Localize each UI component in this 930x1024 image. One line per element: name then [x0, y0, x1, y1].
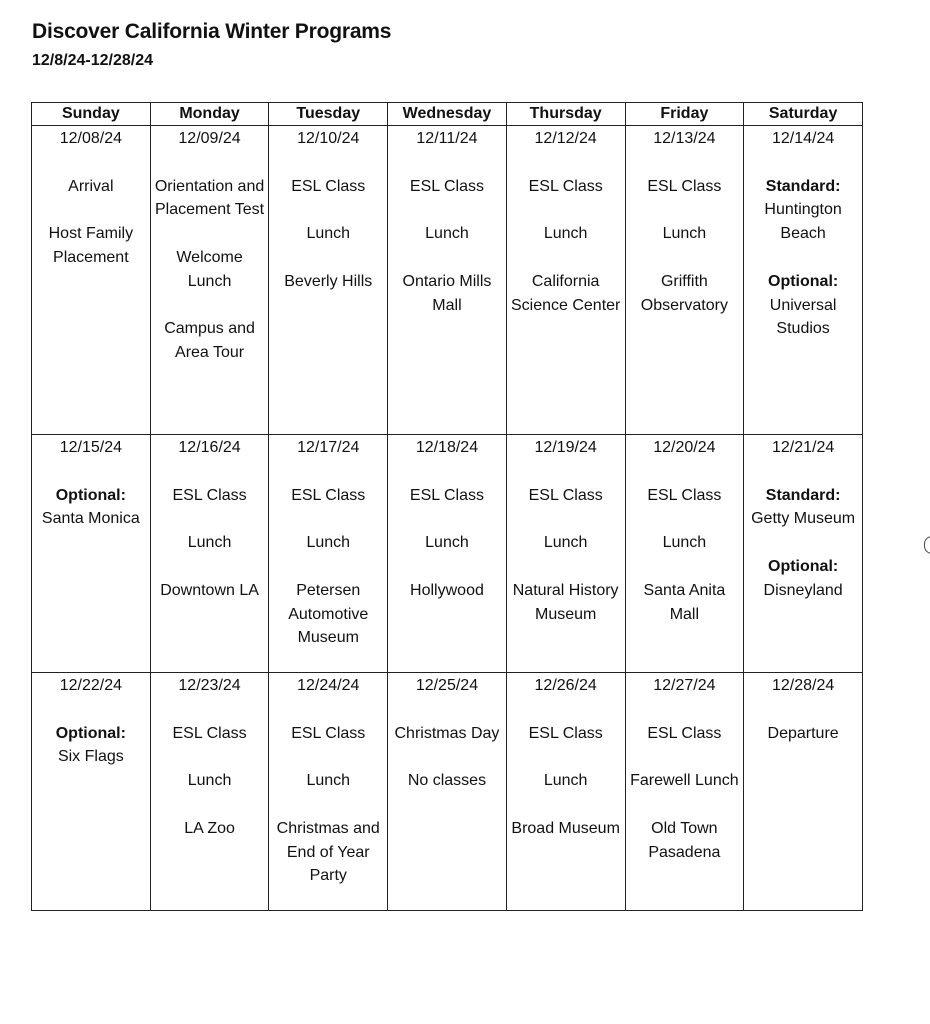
day-cell: [269, 673, 388, 911]
entry-text: ESL Class: [409, 177, 485, 195]
day-date: 12/12/24: [534, 130, 597, 147]
day-date: 12/28/24: [771, 677, 835, 694]
day-date: 12/25/24: [415, 677, 479, 694]
entry-text: ESL Class: [528, 177, 603, 195]
entry-text: ESL Class: [291, 177, 366, 195]
schedule-entry: [629, 270, 741, 318]
schedule-entry: [391, 769, 503, 793]
entry-text: Lunch: [425, 225, 469, 243]
schedule-entry: [510, 270, 622, 318]
entry-label: Standard:: [765, 177, 841, 195]
schedule-entry: [391, 270, 503, 318]
schedule-entry: [154, 722, 266, 746]
entry-text: ESL Class: [647, 486, 722, 504]
schedule-entry: [510, 222, 622, 246]
entry-label: Optional:: [768, 557, 839, 575]
entry-text: Griffith Observatory: [640, 272, 728, 314]
schedule-entry: [747, 555, 859, 603]
entry-text: Santa Monica: [41, 510, 140, 528]
entry-text: Farewell Lunch: [630, 772, 739, 790]
schedule-entry: [272, 270, 384, 294]
day-cell: [506, 126, 625, 435]
entry-text: Lunch: [187, 772, 232, 790]
schedule-entry: [391, 484, 503, 508]
schedule-entry: [510, 484, 622, 508]
entry-text: Lunch: [187, 534, 232, 552]
schedule-entry: [629, 484, 741, 508]
schedule-entry: [391, 722, 503, 746]
entry-label: Optional:: [768, 272, 839, 290]
schedule-entry: [35, 175, 147, 199]
schedule-entry: [391, 222, 503, 246]
schedule-entry: [747, 270, 859, 341]
document-title: Discover California Winter Programs: [32, 20, 392, 43]
schedule-entry: [747, 722, 859, 746]
schedule-entry: [510, 817, 622, 841]
entry-label: Optional:: [55, 724, 126, 742]
day-date: 12/22/24: [59, 677, 122, 694]
schedule-entry: [629, 722, 741, 746]
schedule-entry: [629, 175, 741, 199]
day-cell: [388, 435, 507, 673]
entry-text: Broad Museum: [511, 819, 620, 837]
entry-text: Christmas and End of Year Party: [276, 819, 380, 885]
entry-text: ESL Class: [647, 724, 722, 742]
day-date: 12/16/24: [178, 439, 241, 456]
week-row: [32, 673, 863, 911]
schedule-entry: [510, 769, 622, 793]
week-row: [32, 435, 863, 673]
entry-text: Lunch: [306, 772, 351, 790]
schedule-entry: [272, 769, 384, 793]
day-cell: [150, 126, 269, 435]
entry-text: Natural History Museum: [512, 581, 619, 623]
schedule-entry: [510, 175, 622, 199]
entry-text: ESL Class: [172, 486, 247, 504]
day-date: 12/24/24: [297, 677, 360, 694]
entry-text: Campus and Area Tour: [164, 320, 255, 362]
day-cell: [388, 673, 507, 911]
entry-text: No classes: [407, 772, 487, 790]
entry-text: ESL Class: [528, 486, 603, 504]
schedule-entry: [35, 722, 147, 770]
day-date: 12/11/24: [416, 130, 478, 147]
day-cell: [625, 435, 744, 673]
entry-text: Huntington Beach: [764, 201, 842, 243]
entry-text: Lunch: [543, 225, 588, 243]
day-date: 12/19/24: [534, 439, 597, 456]
entry-text: Lunch: [662, 225, 707, 243]
entry-text: Lunch: [425, 534, 469, 552]
page-edge-mark: [924, 536, 930, 554]
schedule-entry: [629, 579, 741, 627]
schedule-entry: [272, 531, 384, 555]
day-header-sunday: Sunday: [32, 103, 151, 126]
day-cell: [150, 673, 269, 911]
schedule-entry: [154, 579, 266, 603]
day-date: 12/10/24: [297, 130, 360, 147]
entry-text: LA Zoo: [184, 819, 235, 837]
schedule-entry: [272, 222, 384, 246]
entry-label: Standard:: [765, 486, 841, 504]
day-cell: [744, 435, 863, 673]
schedule-entry: [629, 531, 741, 555]
day-date: 12/13/24: [653, 130, 716, 147]
day-cell: [32, 673, 151, 911]
day-cell: [744, 126, 863, 435]
schedule-entry: [747, 484, 859, 532]
schedule-entry: [154, 484, 266, 508]
day-cell: [506, 435, 625, 673]
schedule-entry: [35, 222, 147, 270]
entry-text: Lunch: [306, 534, 351, 552]
entry-text: Hollywood: [410, 581, 484, 599]
entry-text: Ontario Mills Mall: [402, 272, 492, 314]
entry-text: ESL Class: [528, 724, 603, 742]
schedule-entry: [154, 246, 266, 294]
schedule-entry: [154, 317, 266, 365]
day-date: 12/09/24: [178, 130, 241, 147]
entry-text: Orientation and Placement Test: [154, 177, 265, 219]
schedule-entry: [154, 531, 266, 555]
day-cell: [269, 435, 388, 673]
schedule-entry: [272, 484, 384, 508]
day-header-thursday: Thursday: [506, 103, 625, 126]
entry-text: Welcome Lunch: [176, 248, 243, 290]
entry-text: ESL Class: [172, 724, 247, 742]
schedule-calendar: [31, 102, 863, 911]
day-date: 12/14/24: [771, 130, 835, 147]
entry-text: California Science Center: [510, 272, 621, 314]
entry-text: Santa Anita Mall: [643, 581, 726, 623]
day-cell: [744, 673, 863, 911]
schedule-entry: [510, 531, 622, 555]
schedule-entry: [391, 531, 503, 555]
schedule-entry: [272, 579, 384, 650]
day-cell: [269, 126, 388, 435]
entry-text: Universal Studios: [769, 296, 837, 338]
schedule-entry: [154, 175, 266, 223]
entry-text: Lunch: [543, 534, 588, 552]
week-row: [32, 126, 863, 435]
entry-text: Six Flags: [57, 748, 124, 766]
day-date: 12/27/24: [653, 677, 716, 694]
schedule-entry: [510, 722, 622, 746]
entry-text: Getty Museum: [751, 510, 856, 528]
schedule-entry: [154, 817, 266, 841]
day-date: 12/23/24: [178, 677, 241, 694]
schedule-entry: [629, 222, 741, 246]
day-date: 12/08/24: [59, 130, 122, 147]
schedule-entry: [272, 175, 384, 199]
schedule-entry: [391, 175, 503, 199]
schedule-entry: [629, 769, 741, 793]
entry-text: ESL Class: [409, 486, 485, 504]
schedule-entry: [629, 817, 741, 865]
day-date: 12/17/24: [297, 439, 360, 456]
day-header-row: [32, 103, 863, 126]
day-cell: [625, 126, 744, 435]
schedule-entry: [747, 175, 859, 246]
entry-text: Old Town Pasadena: [648, 819, 721, 861]
entry-text: ESL Class: [647, 177, 722, 195]
day-cell: [388, 126, 507, 435]
entry-text: Christmas Day: [394, 724, 500, 742]
entry-text: Disneyland: [763, 581, 843, 599]
entry-text: ESL Class: [291, 724, 366, 742]
day-header-monday: Monday: [150, 103, 269, 126]
day-cell: [506, 673, 625, 911]
schedule-entry: [35, 484, 147, 532]
day-date: 12/21/24: [771, 439, 835, 456]
schedule-entry: [154, 769, 266, 793]
entry-text: Arrival: [68, 177, 114, 195]
entry-text: ESL Class: [291, 486, 366, 504]
day-cell: [32, 126, 151, 435]
day-header-tuesday: Tuesday: [269, 103, 388, 126]
day-cell: [32, 435, 151, 673]
entry-label: Optional:: [55, 486, 126, 504]
day-date: 12/15/24: [59, 439, 122, 456]
day-date: 12/26/24: [534, 677, 597, 694]
day-date: 12/18/24: [415, 439, 479, 456]
entry-text: Host Family Placement: [48, 225, 134, 266]
schedule-entry: [272, 817, 384, 888]
entry-text: Departure: [767, 724, 839, 742]
day-header-wednesday: Wednesday: [388, 103, 507, 126]
entry-text: Lunch: [543, 772, 588, 790]
date-range: 12/8/24-12/28/24: [32, 52, 153, 69]
day-header-friday: Friday: [625, 103, 744, 126]
entry-text: Beverly Hills: [284, 272, 373, 290]
entry-text: Downtown LA: [160, 581, 259, 599]
entry-text: Lunch: [306, 225, 351, 243]
day-date: 12/20/24: [653, 439, 716, 456]
schedule-entry: [391, 579, 503, 603]
entry-text: Petersen Automotive Museum: [288, 581, 369, 647]
day-cell: [150, 435, 269, 673]
entry-text: Lunch: [662, 534, 707, 552]
day-header-saturday: Saturday: [744, 103, 863, 126]
schedule-entry: [510, 579, 622, 627]
day-cell: [625, 673, 744, 911]
schedule-entry: [272, 722, 384, 746]
